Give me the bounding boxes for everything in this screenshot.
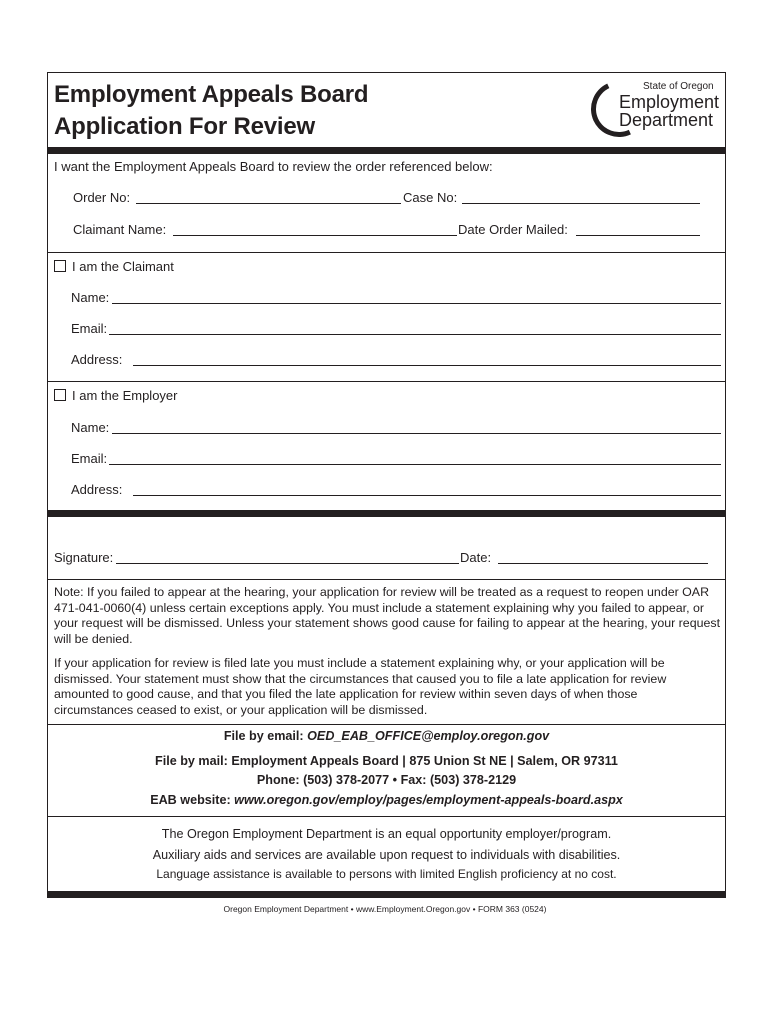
claimant-name-order-field[interactable] bbox=[173, 235, 457, 236]
claimant-name-field[interactable] bbox=[112, 303, 721, 304]
claimant-checkbox-label: I am the Claimant bbox=[72, 259, 174, 274]
email-link[interactable]: OED_EAB_OFFICE@employ.oregon.gov bbox=[307, 729, 550, 743]
order-no-label: Order No: bbox=[73, 190, 131, 205]
employer-email-label: Email: bbox=[71, 451, 108, 466]
form-footer: Oregon Employment Department • www.Employment.Oregon.gov • FORM 363 (0524) bbox=[223, 904, 547, 914]
case-no-field[interactable] bbox=[462, 203, 700, 204]
file-by-email-label: File by email: bbox=[223, 729, 308, 743]
date-field[interactable] bbox=[498, 563, 708, 564]
header-divider bbox=[48, 147, 725, 154]
date-order-mailed-label: Date Order Mailed: bbox=[458, 222, 568, 237]
title-line-2: Application For Review bbox=[54, 113, 315, 140]
employer-address-field[interactable] bbox=[133, 495, 721, 496]
claimant-name-label: Name: bbox=[71, 290, 110, 305]
intro-text: I want the Employment Appeals Board to review the order referenced below: bbox=[54, 159, 493, 174]
equal-opportunity-divider bbox=[48, 816, 725, 817]
late-hearing-note: Note: If you failed to appear at the hearing, your application for review will be treated as a request to reopen under OAR 471-041-0060(4) unless certain exceptions apply. You must include a statement explaining why you failed to appear, or your request will be dismissed. Unless your statement shows good cause for failing to appear at the hearing, your request will be denied. bbox=[54, 585, 721, 646]
logo-state-text: State of Oregon bbox=[643, 81, 714, 92]
late-filing-note: If your application for review is filed late you must include a statement explaining why, or your application will be dismissed. Your statement must show that the circumstances that caused you to file a late application for review amounted to good cause, and that you filed the late application for review within seven days of when those circumstances ceased to exist, or your application will be dismissed. bbox=[54, 656, 667, 717]
logo-department-text: Department bbox=[619, 110, 714, 130]
order-no-field[interactable] bbox=[136, 203, 401, 204]
section-divider-claimant bbox=[48, 252, 725, 253]
title-line-1: Employment Appeals Board bbox=[54, 81, 369, 108]
date-label: Date: bbox=[460, 550, 492, 565]
claimant-address-label: Address: bbox=[71, 352, 123, 367]
form-header bbox=[48, 73, 725, 147]
notes-divider bbox=[48, 579, 725, 580]
file-by-email-line bbox=[48, 729, 725, 743]
equal-opportunity-line-1: The Oregon Employment Department is an equal opportunity employer/program. bbox=[161, 827, 612, 841]
claimant-email-field[interactable] bbox=[109, 334, 721, 335]
application-form bbox=[47, 72, 726, 898]
logo-employment-text: Employment bbox=[619, 92, 720, 112]
employer-address-label: Address: bbox=[71, 482, 123, 497]
file-by-mail-line: File by mail: Employment Appeals Board | 875 Union St NE | Salem, OR 97311 bbox=[155, 754, 618, 768]
claimant-checkbox[interactable] bbox=[54, 260, 66, 272]
bottom-divider bbox=[48, 891, 725, 898]
equal-opportunity-line-2: Auxiliary aids and services are available upon request to individuals with disabilities. bbox=[152, 848, 621, 862]
signature-label: Signature: bbox=[54, 550, 114, 565]
contact-divider bbox=[48, 724, 725, 725]
employer-name-label: Name: bbox=[71, 420, 110, 435]
eab-website-link[interactable]: www.oregon.gov/employ/pages/employment-appeals-board.aspx bbox=[234, 793, 623, 807]
claimant-name-order-label: Claimant Name: bbox=[73, 222, 167, 237]
employer-checkbox[interactable] bbox=[54, 389, 66, 401]
phone-fax-line: Phone: (503) 378-2077 • Fax: (503) 378-2129 bbox=[256, 773, 517, 787]
signature-divider bbox=[48, 510, 725, 517]
section-divider-employer bbox=[48, 381, 725, 382]
eab-website-line bbox=[48, 793, 725, 807]
claimant-email-label: Email: bbox=[71, 321, 108, 336]
date-order-mailed-field[interactable] bbox=[576, 235, 700, 236]
claimant-address-field[interactable] bbox=[133, 365, 721, 366]
employer-email-field[interactable] bbox=[109, 464, 721, 465]
eab-website-label: EAB website: bbox=[150, 793, 235, 807]
signature-field[interactable] bbox=[116, 563, 459, 564]
employer-checkbox-label: I am the Employer bbox=[72, 388, 178, 403]
oregon-employment-department-logo bbox=[591, 79, 720, 139]
form-title bbox=[54, 79, 368, 143]
case-no-label: Case No: bbox=[403, 190, 458, 205]
employer-name-field[interactable] bbox=[112, 433, 721, 434]
equal-opportunity-line-3: Language assistance is available to persons with limited English proficiency at no cost. bbox=[156, 867, 617, 881]
